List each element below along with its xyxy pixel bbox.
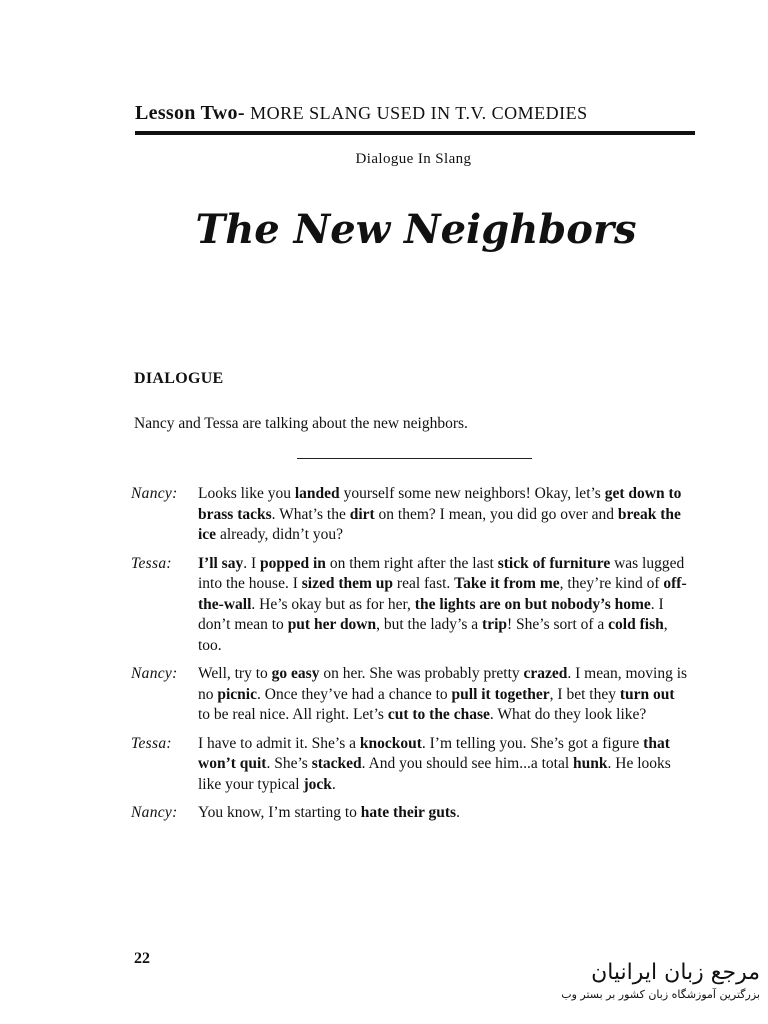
speaker-name: Nancy: — [131, 485, 178, 502]
speech-segment: . He’s okay but as for her, — [251, 595, 415, 613]
speech-segment: . She’s — [266, 755, 312, 772]
speaker-name: Nancy: — [131, 804, 178, 821]
slang-term: go easy — [271, 665, 320, 682]
speech-segment: , they’re kind of — [559, 575, 664, 592]
lesson-label: Lesson Two- — [135, 102, 245, 124]
speech-segment: yourself some new neighbors! Okay, let’s — [339, 485, 605, 502]
speech-text — [198, 554, 688, 657]
slang-term: hunk — [573, 755, 608, 772]
speech-text — [198, 484, 688, 546]
slang-term: landed — [294, 485, 340, 502]
speech-segment: . I mean, moving is no — [198, 665, 688, 703]
slang-term: pull it together — [451, 685, 550, 703]
page-number: 22 — [134, 950, 150, 967]
watermark — [520, 960, 760, 1004]
slang-term: picnic — [217, 685, 257, 703]
speech-segment: . I’m telling you. She’s got a figure — [421, 734, 644, 752]
subtitle: Dialogue In Slang — [355, 151, 472, 167]
slang-term: break the ice — [198, 505, 681, 543]
slang-term: hate their guts — [360, 804, 457, 821]
watermark-title: مرجع زبان ایرانیان — [591, 960, 760, 985]
speech-segment: was lugged into the house. I — [198, 554, 685, 592]
intro-text: Nancy and Tessa are talking about the new neighbors. — [134, 415, 468, 432]
slang-term: cold fish — [608, 616, 664, 633]
speech-segment: . I don’t mean to — [198, 595, 664, 633]
speech-segment: to be real nice. All right. Let’s — [198, 706, 388, 723]
speech-segment: ! She’s sort of a — [507, 616, 609, 633]
speech-segment: . What’s the — [271, 505, 350, 523]
dialogue — [131, 484, 691, 832]
speech-segment: I have to admit it. She’s a — [198, 734, 360, 752]
speech-text — [198, 664, 688, 726]
slang-term: popped in — [260, 554, 326, 572]
speech-segment: . He looks like your typical — [198, 755, 671, 793]
divider — [297, 458, 532, 459]
speaker-name: Tessa: — [131, 554, 172, 572]
speech-segment: , too. — [198, 616, 668, 654]
speech-segment: . — [331, 775, 336, 793]
slang-term: the lights are on but nobody’s home — [414, 595, 651, 613]
dialogue-line — [131, 734, 691, 796]
speech-segment: already, didn’t you? — [216, 526, 344, 543]
speech-segment: on them right after the last — [325, 554, 498, 572]
speech-segment: . Once they’ve had a chance to — [257, 685, 452, 703]
speech-segment: on her. She was probably pretty — [319, 665, 524, 682]
slang-term: trip — [482, 616, 507, 633]
slang-term: jock — [303, 775, 332, 793]
slang-term: that won’t quit — [198, 734, 670, 772]
speech-segment: real fast. — [393, 575, 455, 592]
speech-segment: Well, try to — [198, 665, 272, 682]
dialogue-line — [131, 484, 691, 546]
speech-text — [198, 803, 688, 824]
slang-term: Take it from me — [454, 575, 560, 592]
slang-term: stick of furniture — [497, 554, 611, 572]
section-heading: DIALOGUE — [134, 370, 224, 387]
speech-segment: on them? I mean, you did go over and — [374, 505, 618, 523]
lesson-topic: MORE SLANG USED IN T.V. COMEDIES — [250, 103, 588, 123]
speech-segment: You know, I’m starting to — [198, 804, 361, 821]
page-title: The New Neighbors — [195, 206, 637, 253]
slang-term: put her down — [287, 616, 377, 633]
lesson-header — [135, 102, 695, 125]
slang-term: I’ll say — [198, 554, 244, 572]
speech-segment: . What do they look like? — [489, 706, 647, 723]
dialogue-line — [131, 664, 691, 726]
speaker-name: Tessa: — [131, 734, 172, 752]
speech-segment: . I — [243, 554, 261, 572]
speech-segment: Looks like you — [198, 485, 295, 502]
slang-term: turn out — [619, 685, 675, 703]
slang-term: stacked — [311, 755, 362, 772]
speaker-name: Nancy: — [131, 665, 178, 682]
header-rule — [135, 131, 695, 135]
slang-term: knockout — [359, 734, 422, 752]
speech-segment: , I bet they — [549, 685, 620, 703]
slang-term: crazed — [523, 665, 568, 682]
slang-term: off-the-wall — [198, 575, 687, 613]
slang-term: cut to the chase — [387, 706, 490, 723]
speech-text — [198, 734, 688, 796]
slang-term: get down to brass tacks — [198, 485, 682, 523]
slang-term: dirt — [349, 505, 375, 523]
dialogue-line — [131, 554, 691, 657]
watermark-tagline: بزرگترین آموزشگاه زبان کشور بر بستر وب — [561, 988, 760, 1001]
speech-segment: . And you should see him...a total — [361, 755, 574, 772]
speech-segment: , but the lady’s a — [376, 616, 483, 633]
slang-term: sized them up — [301, 575, 394, 592]
speech-segment: . — [456, 804, 460, 821]
dialogue-line — [131, 803, 691, 824]
